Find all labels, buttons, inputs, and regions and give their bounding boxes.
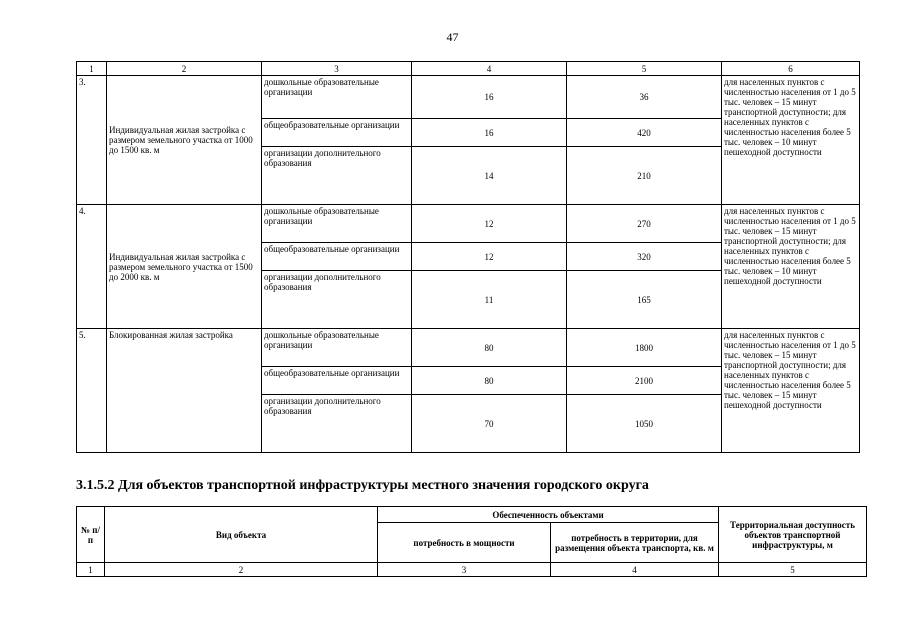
column-number: 1 — [77, 62, 107, 76]
value-cell: 12 — [412, 243, 567, 271]
column-number: 4 — [551, 563, 719, 577]
organization-cell: дошкольные образовательные организации — [262, 205, 412, 243]
table-row — [77, 205, 860, 243]
value-cell: 1800 — [567, 329, 722, 367]
value-cell: 12 — [412, 205, 567, 243]
table-row — [77, 76, 860, 119]
object-type-cell: Индивидуальная жилая застройка с размером земельного участка от 1000 до 1500 кв. м — [107, 76, 262, 205]
column-number: 2 — [105, 563, 378, 577]
value-cell: 70 — [412, 395, 567, 453]
column-number: 4 — [412, 62, 567, 76]
column-number-row — [77, 62, 860, 76]
provision-header: Обеспеченность объектами — [378, 507, 719, 523]
value-cell: 80 — [412, 329, 567, 367]
value-cell: 165 — [567, 271, 722, 329]
object-type-cell: Индивидуальная жилая застройка с размером земельного участка от 1500 до 2000 кв. м — [107, 205, 262, 329]
organization-cell: организации дополнительного образования — [262, 395, 412, 453]
value-cell: 80 — [412, 367, 567, 395]
column-number: 6 — [722, 62, 860, 76]
accessibility-cell: для населенных пунктов с численностью населения от 1 до 5 тыс. человек – 15 минут транспортной доступности; для населенных пунктов с численностью населения более 5 тыс. человек – 15 минут пешеходной доступности — [722, 329, 860, 453]
column-number: 5 — [719, 563, 867, 577]
organization-cell: общеобразовательные организации — [262, 119, 412, 147]
organization-cell: дошкольные образовательные организации — [262, 329, 412, 367]
transport-table — [76, 506, 867, 577]
column-number: 3 — [262, 62, 412, 76]
column-number-row — [77, 563, 867, 577]
value-cell: 16 — [412, 76, 567, 119]
value-cell: 210 — [567, 147, 722, 205]
value-cell: 320 — [567, 243, 722, 271]
value-cell: 36 — [567, 76, 722, 119]
column-number: 5 — [567, 62, 722, 76]
value-cell: 11 — [412, 271, 567, 329]
value-cell: 270 — [567, 205, 722, 243]
value-cell: 14 — [412, 147, 567, 205]
row-index: 5. — [77, 329, 107, 453]
column-number: 1 — [77, 563, 105, 577]
object-type-cell: Блокированная жилая застройка — [107, 329, 262, 453]
accessibility-cell: для населенных пунктов с численностью населения от 1 до 5 тыс. человек – 15 минут транспортной доступности; для населенных пунктов с численностью населения более 5 тыс. человек – 10 минут пешеходной доступности — [722, 76, 860, 205]
row-index: 4. — [77, 205, 107, 329]
value-cell: 16 — [412, 119, 567, 147]
accessibility-cell: для населенных пунктов с численностью населения от 1 до 5 тыс. человек – 15 минут транспортной доступности; для населенных пунктов с численностью населения более 5 тыс. человек – 10 минут пешеходной доступности — [722, 205, 860, 329]
column-number: 3 — [378, 563, 551, 577]
row-index: 3. — [77, 76, 107, 205]
organization-cell: общеобразовательные организации — [262, 367, 412, 395]
section-heading: 3.1.5.2 Для объектов транспортной инфраструктуры местного значения городского округа — [76, 478, 649, 493]
organization-cell: дошкольные образовательные организации — [262, 76, 412, 119]
territory-header: потребность в территории, для размещения объекта транспорта, кв. м — [551, 523, 719, 563]
capacity-header: потребность в мощности — [378, 523, 551, 563]
value-cell: 1050 — [567, 395, 722, 453]
organization-cell: общеобразовательные организации — [262, 243, 412, 271]
number-header: № п/п — [77, 507, 105, 563]
value-cell: 420 — [567, 119, 722, 147]
organization-cell: организации дополнительного образования — [262, 271, 412, 329]
organization-cell: организации дополнительного образования — [262, 147, 412, 205]
object-type-header: Вид объекта — [105, 507, 378, 563]
value-cell: 2100 — [567, 367, 722, 395]
column-number: 2 — [107, 62, 262, 76]
norms-table — [76, 61, 860, 453]
accessibility-header: Территориальная доступность объектов транспортной инфраструктуры, м — [719, 507, 867, 563]
page-number: 47 — [446, 30, 459, 44]
table-row — [77, 329, 860, 367]
